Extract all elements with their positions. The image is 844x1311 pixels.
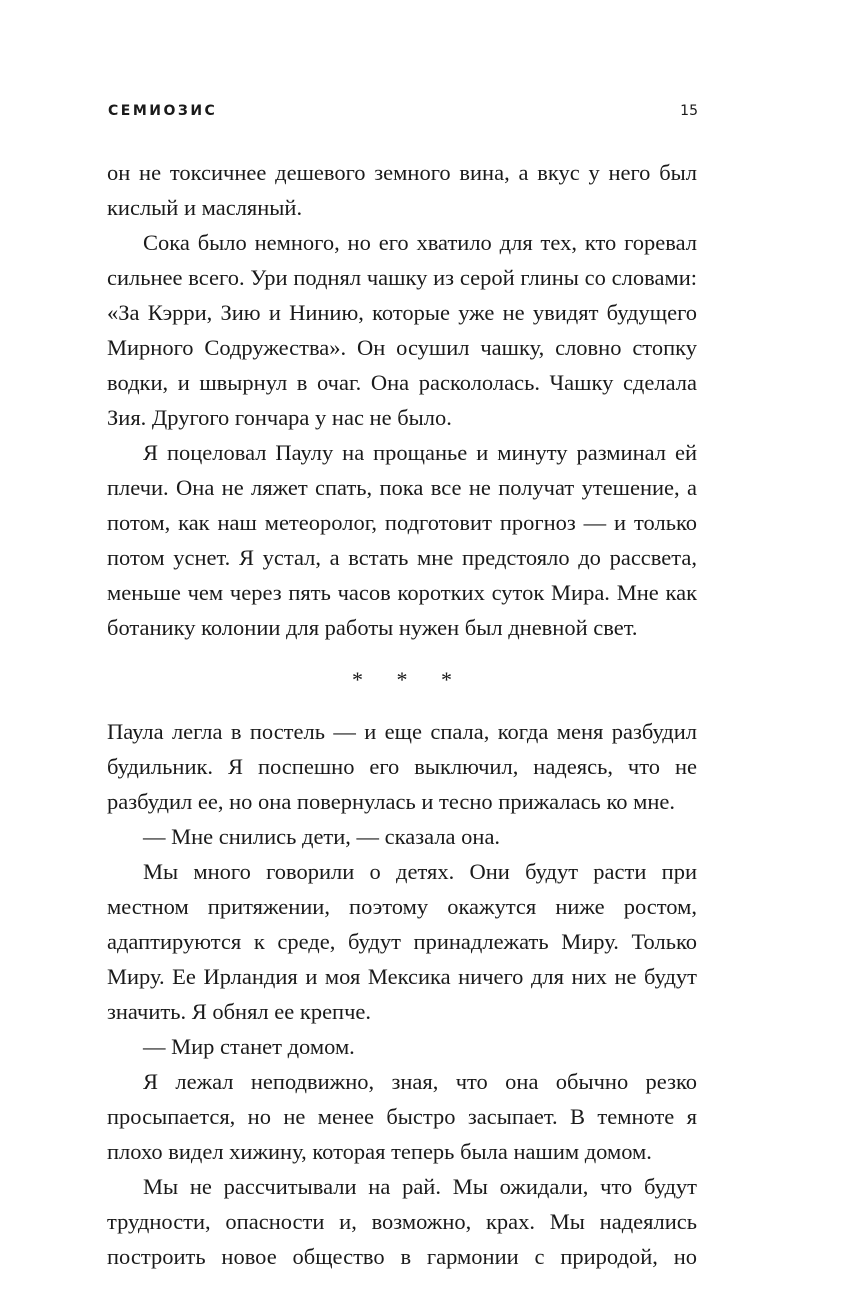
paragraph: Паула легла в постель — и еще спала, когда меня разбудил будильник. Я поспешно его выключил, надеясь, что не разбудил ее, но она повернулась и тесно прижалась ко мне.: [107, 719, 697, 814]
section-separator: * * *: [352, 667, 466, 692]
dialogue-line: — Мир станет домом.: [143, 1034, 355, 1059]
dialogue-line: — Мне снились дети, — сказала она.: [143, 824, 501, 849]
running-title: СЕМИОЗИС: [108, 103, 218, 119]
paragraph: Я поцеловал Паулу на прощанье и минуту разминал ей плечи. Она не ляжет спать, пока все не получат утешение, а потом, как наш метеоролог, подготовит прогноз — и только потом уснет. Я устал, а встать мне предстояло до рассвета, меньше чем через пять часов коротких суток Мира. Мне как ботанику колонии для работы нужен был дневной свет.: [107, 440, 697, 640]
paragraph: Сока было немного, но его хватило для тех, кто горевал сильнее всего. Ури поднял чашку из серой глины со словами: «За Кэрри, Зию и Нинию, которые уже не увидят будущего Мирного Содружества». Он осушил чашку, словно стопку водки, и швырнул в очаг. Она раскололась. Чашку сделала Зия. Другого гончара у нас не было.: [107, 230, 697, 430]
paragraph: Мы много говорили о детях. Они будут расти при местном притяжении, поэтому окажутся ниже ростом, адаптируются к среде, будут принадлежать Миру. Только Миру. Ее Ирландия и моя Мексика ничего для них не будут значить. Я обнял ее крепче.: [107, 859, 697, 1024]
body-text: [107, 155, 697, 1274]
paragraph: он не токсичнее дешевого земного вина, а вкус у него был кислый и масляный.: [107, 160, 697, 220]
paragraph: Я лежал неподвижно, зная, что она обычно резко просыпается, но не менее быстро засыпает. В темноте я плохо видел хижину, которая теперь была нашим домом.: [107, 1069, 697, 1164]
paragraph: Мы не рассчитывали на рай. Мы ожидали, что будут трудности, опасности и, возможно, крах. Мы надеялись построить новое общество в гармонии с природой, но: [107, 1174, 697, 1269]
page-number: 15: [680, 103, 698, 119]
